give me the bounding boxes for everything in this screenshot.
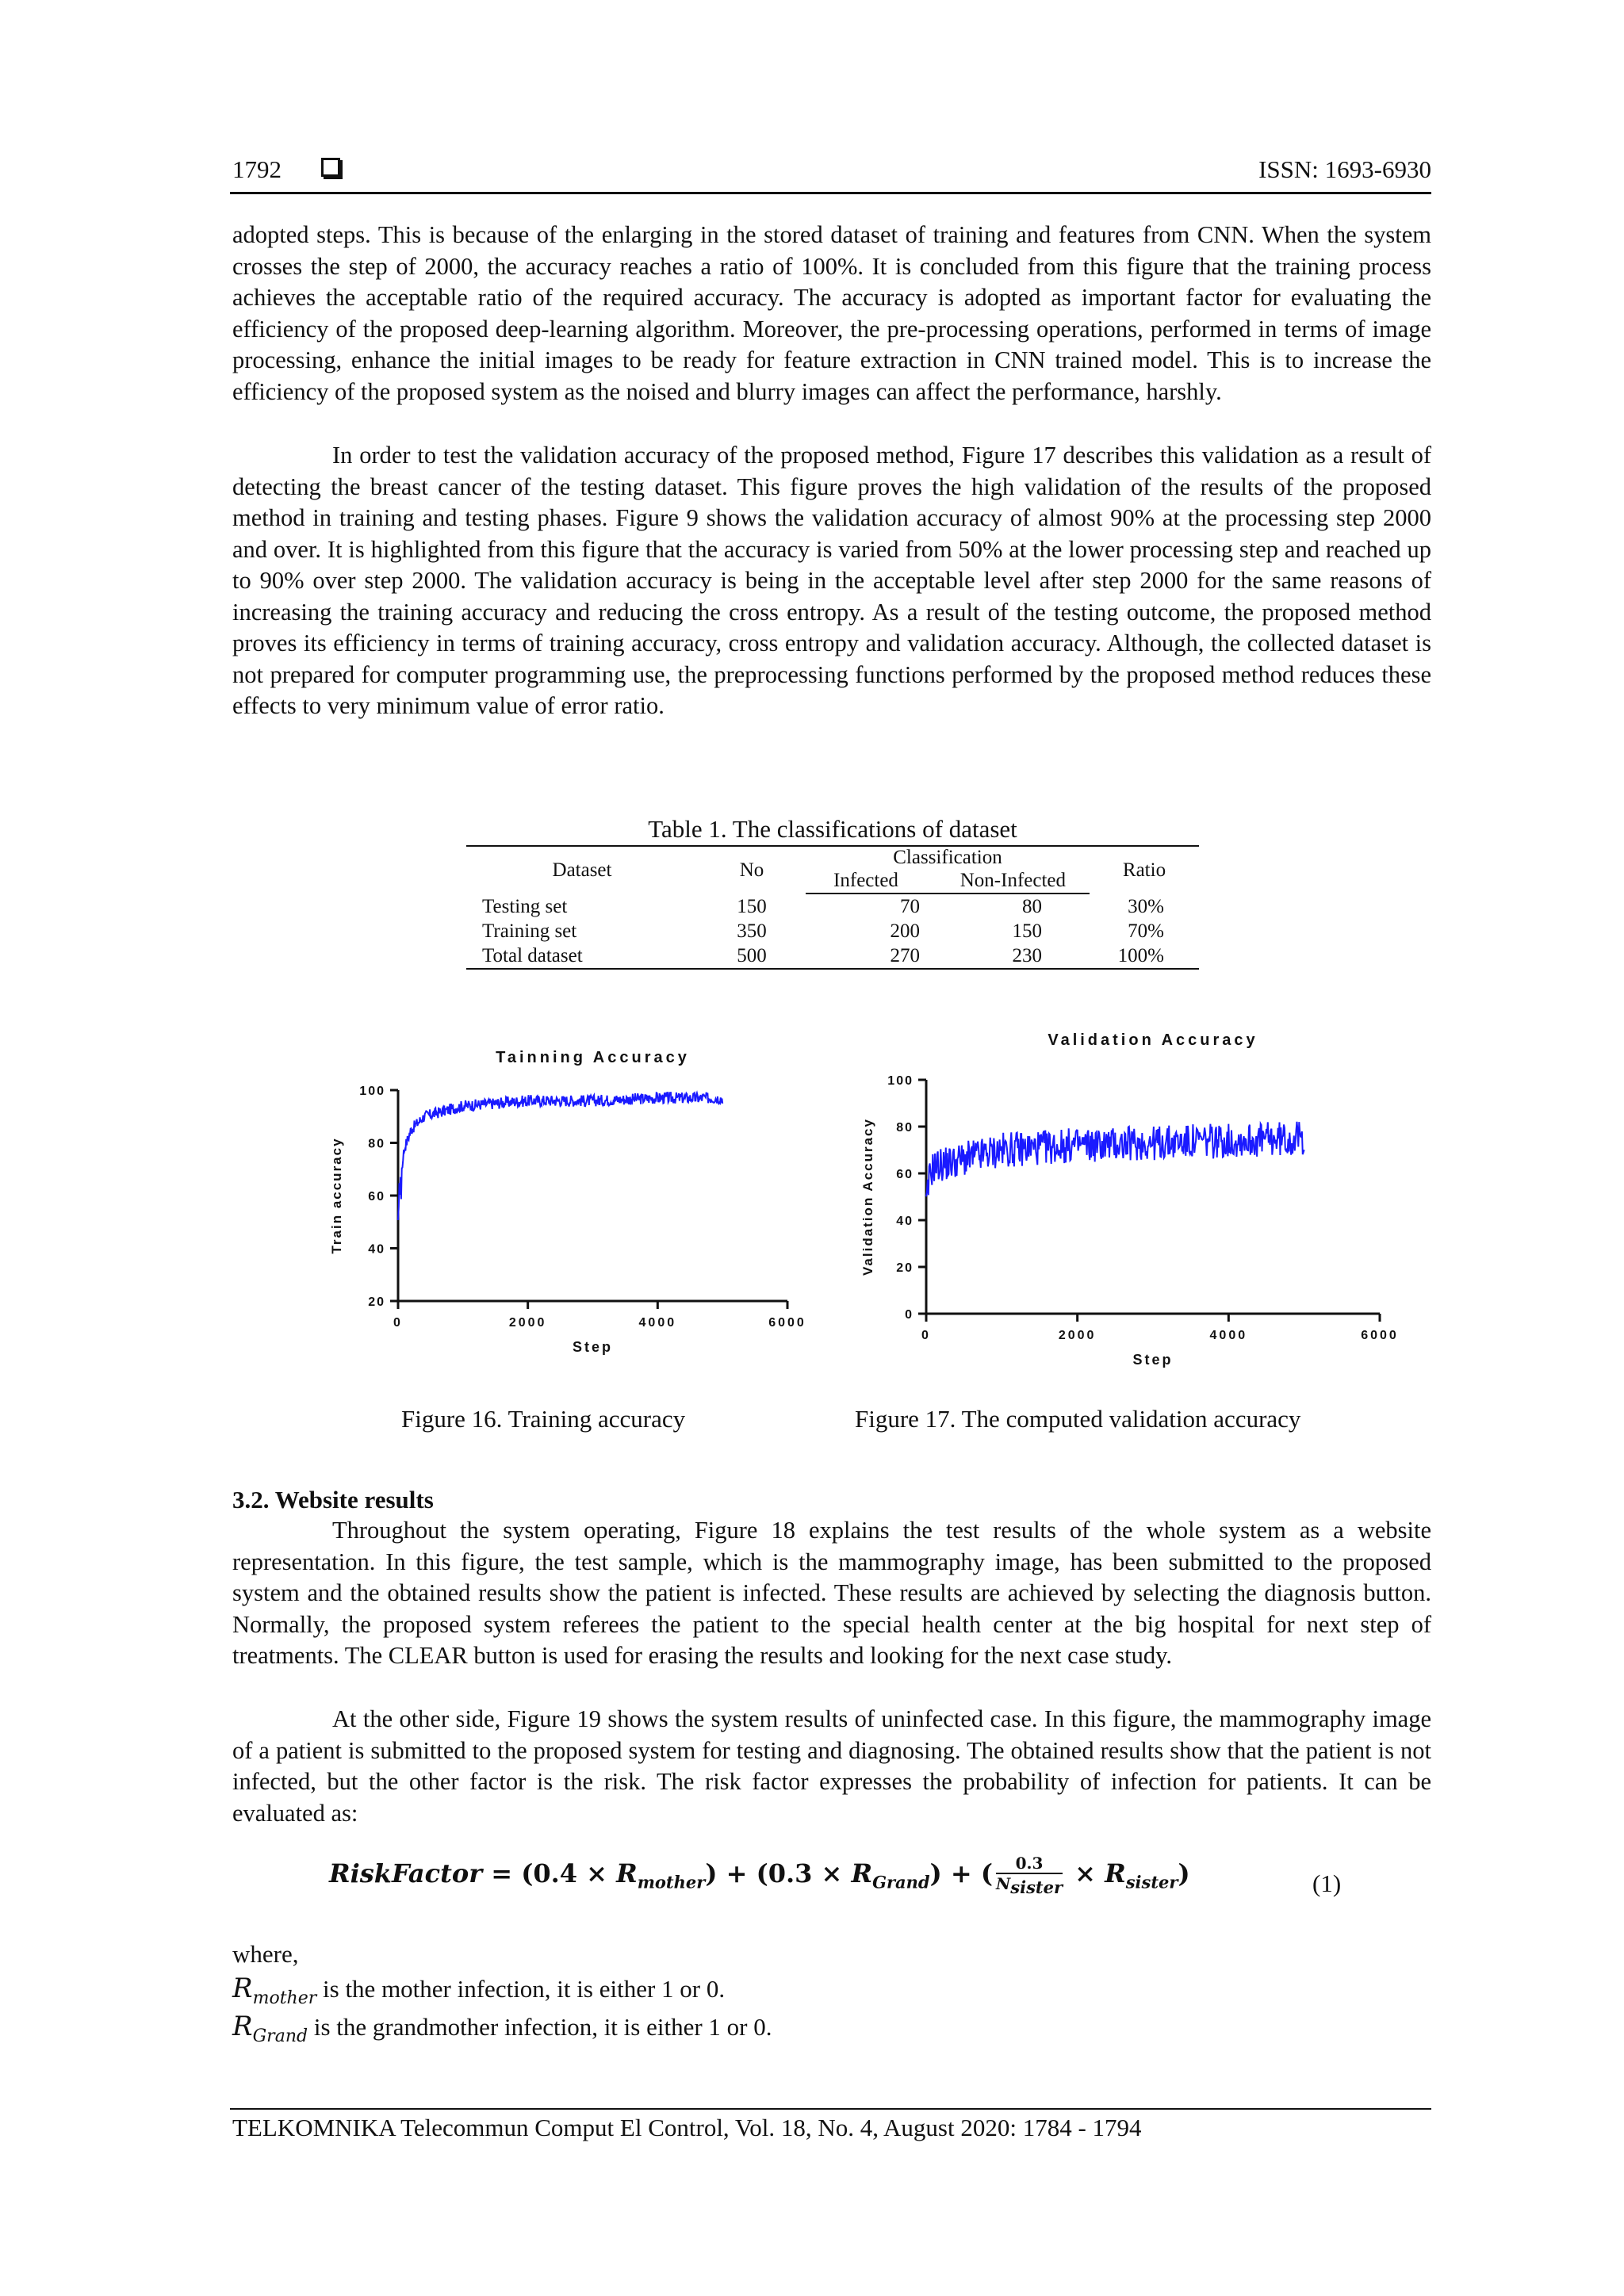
issn: ISSN: 1693-6930 [1258, 155, 1431, 183]
dataset-table [466, 845, 1199, 970]
eq-c1: 0.4 [533, 1858, 578, 1888]
eq-r3-sub: sister [1125, 1872, 1178, 1892]
y-tick-label: 20 [896, 1261, 914, 1275]
eq-frac-den: N [996, 1874, 1011, 1893]
table-row [466, 943, 1199, 969]
cell-ratio: 100% [1090, 943, 1199, 969]
def2-text: is the grandmother infection, it is either 1 or 0. [308, 2013, 772, 2041]
paragraph-2: In order to test the validation accuracy of the proposed method, Figure 17 describes this validation as a result of detecting the breast cancer of the testing dataset. This figure proves the high validation of the results of the proposed method in training and testing phases. Figure 9 shows the validation accuracy of almost 90% at the processing step 2000 and over. It is highlighted from this figure that the accuracy is varied from 50% at the lower processing step and reached up to 90% over step 2000. The validation accuracy is being in the acceptable level after step 2000 for the same reasons of increasing the training accuracy and reducing the cross entropy. As a result of the testing outcome, the proposed method proves its efficiency in terms of training accuracy, cross entropy and validation accuracy. Although, the collected dataset is not prepared for computer programming use, the preprocessing functions performed by the proposed method reduces these effects to very minimum value of error ratio. [232, 442, 1431, 719]
cell-non-infected: 150 [1012, 920, 1042, 942]
y-axis-label: Train accuracy [329, 1137, 344, 1254]
eq-c2: 0.3 [768, 1858, 813, 1888]
cell-dataset: Testing set [482, 895, 568, 917]
header-dataset: Dataset [466, 846, 698, 894]
risk-factor-equation: RiskFactor = $(0.4 \times R_{mother}) + (0.3 \times R_{Grand})$ + ( $\frac{0.3}{N_{sister}}$ × $R_{sister}$) [329, 1854, 1190, 1897]
series-line-train [398, 1093, 722, 1220]
cell-non-infected: 80 [1022, 896, 1042, 917]
cell-no: 500 [698, 943, 806, 969]
y-tick-label: 60 [368, 1190, 385, 1203]
x-tick-label: 2000 [508, 1316, 547, 1330]
definition-grand [232, 2011, 772, 2046]
x-axis-label: Step [1132, 1352, 1174, 1368]
eq-frac-num: 0.3 [996, 1854, 1063, 1874]
paragraph-4: At the other side, Figure 19 shows the system results of uninfected case. In this figure, the mammography image of a patient is submitted to the proposed system for testing and diagnosing. The obtained results show that the patient is not infected, but the other factor is the risk. The risk factor expresses the probability of infection for patients. It can be evaluated as: [232, 1705, 1431, 1827]
x-tick-label: 2000 [1058, 1329, 1097, 1342]
eq-frac-den-sub: sister [1010, 1877, 1063, 1897]
table-caption: Table 1. The classifications of dataset [648, 815, 1017, 843]
square-bullet-icon [321, 158, 340, 177]
figure-17-caption: Figure 17. The computed validation accuracy [855, 1405, 1301, 1433]
y-tick-label: 80 [896, 1121, 914, 1135]
x-tick-label: 4000 [638, 1316, 677, 1330]
series-line-validation [926, 1122, 1304, 1196]
cell-infected: 200 [890, 920, 920, 942]
cell-no: 150 [737, 895, 767, 917]
y-tick-label: 100 [887, 1074, 914, 1088]
y-tick-label: 60 [896, 1168, 914, 1181]
x-tick-label: 0 [393, 1316, 403, 1330]
validation-accuracy-chart [848, 1023, 1399, 1387]
page-number: 1792 [232, 155, 282, 183]
y-tick-label: 0 [905, 1308, 914, 1322]
y-tick-label: 20 [368, 1295, 385, 1309]
header-classification: Classification [806, 846, 1090, 869]
header-no: No [698, 846, 806, 894]
definition-mother [232, 1973, 725, 2008]
def2-symbol: R [232, 2011, 253, 2042]
paragraph-3: Throughout the system operating, Figure 18 explains the test results of the whole system as a website representation. In this figure, the test sample, which is the mammography image, has been submitted to the proposed system and the obtained results show the patient is infected. These results are achieved by selecting the diagnosis button. Normally, the proposed system referees the patient to the special health center at the big hospital for next step of treatments. The CLEAR button is used for erasing the results and looking for the next case study. [232, 1517, 1431, 1669]
cell-infected: 270 [806, 943, 926, 969]
where-label: where, [232, 1940, 299, 1968]
table-row [466, 894, 1199, 919]
training-accuracy-chart [317, 1031, 833, 1380]
cell-infected: 70 [900, 896, 920, 917]
section-heading: 3.2. Website results [232, 1486, 434, 1513]
y-axis-label: Validation Accuracy [860, 1118, 875, 1276]
cell-dataset: Training set [482, 920, 577, 942]
eq-r1-sub: mother [637, 1872, 706, 1892]
chart-title: Validation Accuracy [1048, 1031, 1258, 1049]
x-tick-label: 6000 [768, 1316, 806, 1330]
y-tick-label: 40 [368, 1242, 385, 1257]
def1-sub: mother [252, 1988, 317, 2008]
y-tick-label: 100 [359, 1085, 385, 1098]
chart-title: Tainning Accuracy [496, 1049, 690, 1066]
header-ratio: Ratio [1090, 846, 1199, 894]
table-row [466, 919, 1199, 943]
cell-non-infected: 230 [926, 943, 1090, 969]
def1-symbol: R [232, 1973, 253, 2004]
eq-lhs: RiskFactor [329, 1858, 483, 1888]
footer-citation: TELKOMNIKA Telecommun Comput El Control, Vol. 18, No. 4, August 2020: 1784 - 1794 [232, 2114, 1142, 2141]
header-infected: Infected [806, 869, 926, 894]
header-rule [230, 192, 1431, 194]
cell-ratio: 30% [1128, 895, 1164, 917]
def2-sub: Grand [252, 2026, 308, 2046]
cell-no: 350 [737, 920, 767, 942]
x-tick-label: 0 [921, 1329, 931, 1342]
header-non-infected: Non-Infected [926, 869, 1090, 894]
y-tick-label: 80 [368, 1137, 385, 1151]
x-tick-label: 6000 [1361, 1329, 1399, 1342]
cell-dataset: Total dataset [466, 943, 698, 969]
y-tick-label: 40 [896, 1215, 914, 1228]
figure-16-caption: Figure 16. Training accuracy [401, 1405, 686, 1433]
eq-fraction [996, 1854, 1063, 1897]
eq-r3: R [1105, 1858, 1126, 1888]
eq-r2: R [851, 1858, 873, 1888]
paragraph-1: adopted steps. This is because of the enlarging in the stored dataset of training and features from CNN. When the system crosses the step of 2000, the accuracy reaches a ratio of 100%. It is concluded from this figure that the training process achieves the acceptable ratio of the required accuracy. The accuracy is adopted as important factor for evaluating the efficiency of the proposed deep-learning algorithm. Moreover, the pre-processing operations, performed in terms of image processing, enhance the initial images to be ready for feature extraction in CNN trained model. This is to increase the efficiency of the proposed system as the noised and blurry images can affect the performance, harshly. [232, 221, 1431, 405]
cell-ratio: 70% [1128, 920, 1164, 942]
def1-text: is the mother infection, it is either 1 or 0. [316, 1975, 726, 2003]
eq-r1: R [616, 1858, 638, 1888]
equation-number: (1) [1312, 1869, 1342, 1897]
x-axis-label: Step [572, 1339, 614, 1355]
eq-r2-sub: Grand [872, 1872, 930, 1892]
x-tick-label: 4000 [1209, 1329, 1248, 1342]
footer-rule [230, 2108, 1431, 2110]
